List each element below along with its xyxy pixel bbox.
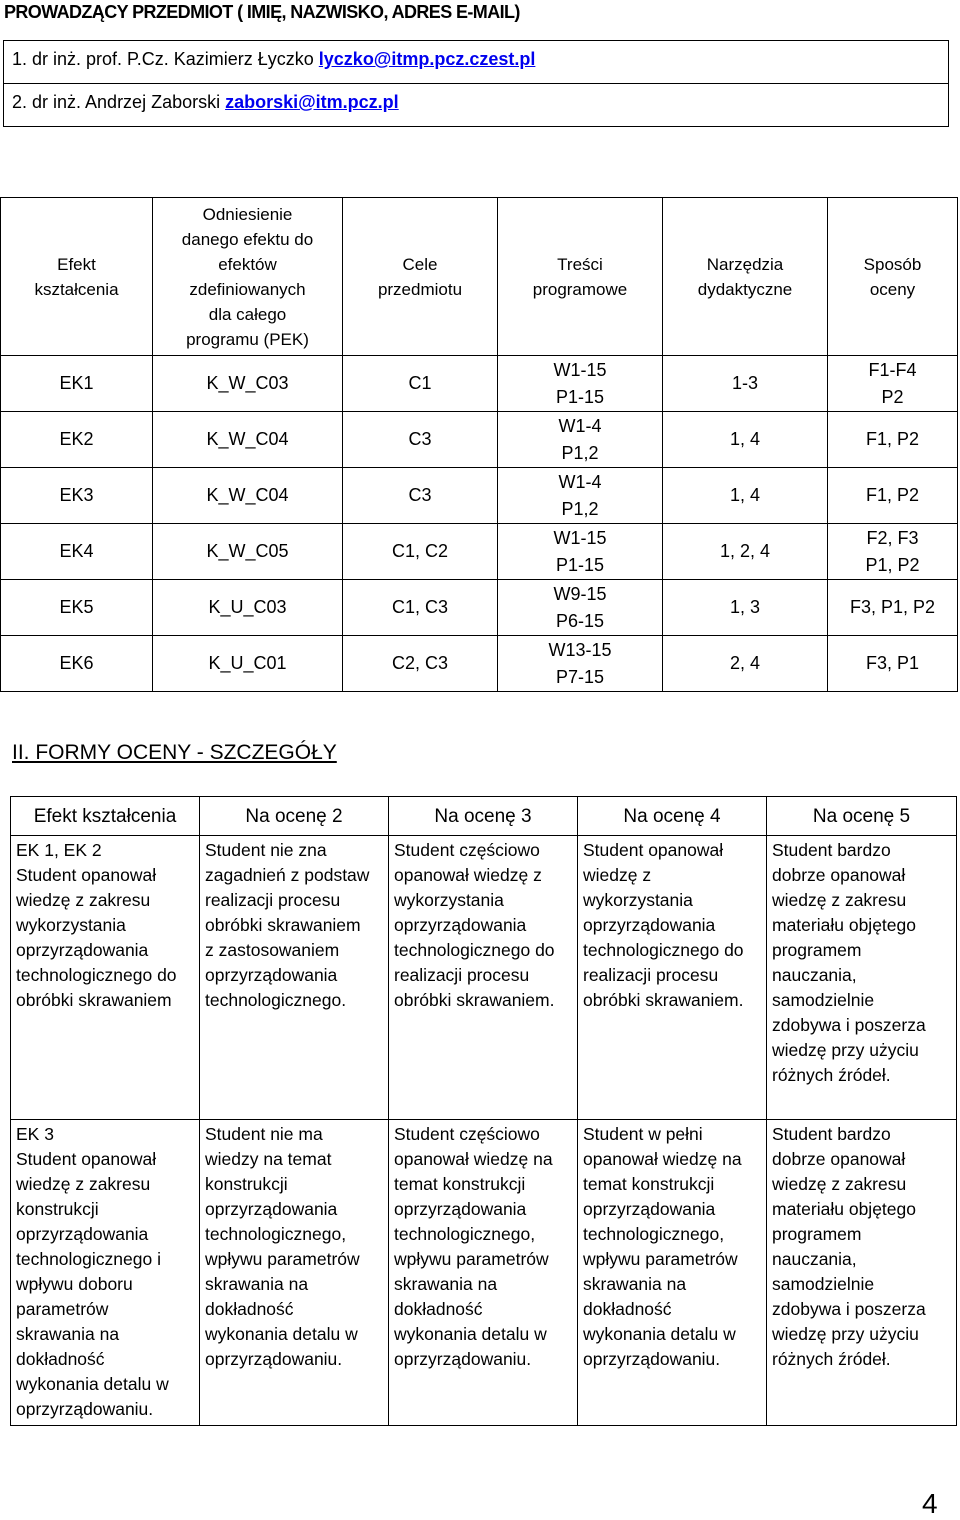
cell-cele: C1 bbox=[343, 356, 498, 412]
cell-pek: K_W_C04 bbox=[153, 468, 343, 524]
cell-cele: C1, C2 bbox=[343, 524, 498, 580]
instructor-row bbox=[4, 41, 948, 84]
cell-ek: EK 3 Student opanował wiedzę z zakresu konstrukcji oprzyrządowania technologicznego i wpływu doboru parametrów skrawania na dokładność wykonania detalu w oprzyrządowaniu. bbox=[11, 1120, 200, 1426]
cell-ek: EK1 bbox=[1, 356, 153, 412]
header-pek: Odniesienie danego efektu do efektów zdefiniowanych dla całego programu (PEK) bbox=[153, 198, 343, 356]
cell-tresci: W1-4 P1,2 bbox=[498, 412, 663, 468]
cell-o4: Student opanował wiedzę z wykorzystania oprzyrządowania technologicznego do realizacji procesu obróbki skrawaniem. bbox=[578, 836, 767, 1120]
header-tresci: Treści programowe bbox=[498, 198, 663, 356]
cell-narzedzia: 2, 4 bbox=[663, 636, 828, 692]
table-header-row bbox=[11, 797, 957, 836]
cell-tresci: W13-15 P7-15 bbox=[498, 636, 663, 692]
table-row bbox=[1, 412, 958, 468]
cell-pek: K_W_C03 bbox=[153, 356, 343, 412]
cell-o5: Student bardzo dobrze opanował wiedzę z zakresu materiału objętego programem nauczania, samodzielnie zdobywa i poszerza wiedzę przy użyciu różnych źródeł. bbox=[767, 836, 957, 1120]
page-title: PROWADZĄCY PRZEDMIOT ( IMIĘ, NAZWISKO, ADRES E-MAIL) bbox=[4, 2, 520, 22]
cell-sposob: F1, P2 bbox=[828, 412, 958, 468]
effects-table bbox=[0, 197, 958, 692]
cell-cele: C2, C3 bbox=[343, 636, 498, 692]
cell-ek: EK4 bbox=[1, 524, 153, 580]
instructor-name: 1. dr inż. prof. P.Cz. Kazimierz Łyczko bbox=[12, 49, 319, 69]
table-row bbox=[1, 580, 958, 636]
cell-sposob: F2, F3 P1, P2 bbox=[828, 524, 958, 580]
cell-ek: EK2 bbox=[1, 412, 153, 468]
instructor-name: 2. dr inż. Andrzej Zaborski bbox=[12, 92, 226, 112]
cell-pek: K_W_C04 bbox=[153, 412, 343, 468]
instructor-row bbox=[4, 84, 948, 126]
cell-sposob: F1, P2 bbox=[828, 468, 958, 524]
cell-tresci: W1-15 P1-15 bbox=[498, 356, 663, 412]
cell-sposob: F3, P1 bbox=[828, 636, 958, 692]
cell-ek: EK6 bbox=[1, 636, 153, 692]
page-number: 4 bbox=[922, 1488, 938, 1519]
cell-narzedzia: 1-3 bbox=[663, 356, 828, 412]
cell-narzedzia: 1, 4 bbox=[663, 468, 828, 524]
cell-o4: Student w pełni opanował wiedzę na temat konstrukcji oprzyrządowania technologicznego, wpływu parametrów skrawania na dokładność wykonania detalu w oprzyrządowaniu. bbox=[578, 1120, 767, 1426]
instructor-email-link[interactable]: zaborski@itm.pcz.pl bbox=[225, 92, 399, 112]
cell-tresci: W9-15 P6-15 bbox=[498, 580, 663, 636]
header-sposob: Sposób oceny bbox=[828, 198, 958, 356]
grading-table bbox=[10, 796, 957, 1426]
cell-cele: C1, C3 bbox=[343, 580, 498, 636]
cell-o2: Student nie zna zagadnień z podstaw realizacji procesu obróbki skrawaniem z zastosowaniem oprzyrządowania technologicznego. bbox=[200, 836, 389, 1120]
instructor-email-link[interactable]: lyczko@itmp.pcz.czest.pl bbox=[318, 49, 536, 69]
header-ocena-3: Na ocenę 3 bbox=[389, 797, 578, 836]
cell-cele: C3 bbox=[343, 412, 498, 468]
cell-ek: EK5 bbox=[1, 580, 153, 636]
table-row bbox=[1, 356, 958, 412]
header-efekt: Efekt kształcenia bbox=[1, 198, 153, 356]
cell-pek: K_W_C05 bbox=[153, 524, 343, 580]
cell-tresci: W1-4 P1,2 bbox=[498, 468, 663, 524]
cell-o3: Student częściowo opanował wiedzę z wykorzystania oprzyrządowania technologicznego do realizacji procesu obróbki skrawaniem. bbox=[389, 836, 578, 1120]
cell-o3: Student częściowo opanował wiedzę na temat konstrukcji oprzyrządowania technologicznego, wpływu parametrów skrawania na dokładność wykonania detalu w oprzyrządowaniu. bbox=[389, 1120, 578, 1426]
cell-ek: EK 1, EK 2 Student opanował wiedzę z zakresu wykorzystania oprzyrządowania technologicznego do obróbki skrawaniem bbox=[11, 836, 200, 1120]
cell-sposob: F3, P1, P2 bbox=[828, 580, 958, 636]
cell-narzedzia: 1, 3 bbox=[663, 580, 828, 636]
instructor-text bbox=[12, 49, 535, 70]
table-header-row bbox=[1, 198, 958, 356]
cell-o2: Student nie ma wiedzy na temat konstrukcji oprzyrządowania technologicznego, wpływu parametrów skrawania na dokładność wykonania detalu w oprzyrządowaniu. bbox=[200, 1120, 389, 1426]
header-narzedzia: Narzędzia dydaktyczne bbox=[663, 198, 828, 356]
table-row bbox=[11, 836, 957, 1120]
cell-o5: Student bardzo dobrze opanował wiedzę z zakresu materiału objętego programem nauczania, samodzielnie zdobywa i poszerza wiedzę przy użyciu różnych źródeł. bbox=[767, 1120, 957, 1426]
cell-tresci: W1-15 P1-15 bbox=[498, 524, 663, 580]
header-efekt-ksztalcenia: Efekt kształcenia bbox=[11, 797, 200, 836]
section-heading: II. FORMY OCENY - SZCZEGÓŁY bbox=[12, 741, 337, 764]
table-row bbox=[11, 1120, 957, 1426]
cell-sposob: F1-F4 P2 bbox=[828, 356, 958, 412]
cell-ek: EK3 bbox=[1, 468, 153, 524]
header-ocena-2: Na ocenę 2 bbox=[200, 797, 389, 836]
cell-pek: K_U_C03 bbox=[153, 580, 343, 636]
cell-pek: K_U_C01 bbox=[153, 636, 343, 692]
table-row bbox=[1, 636, 958, 692]
table-row bbox=[1, 468, 958, 524]
table-row bbox=[1, 524, 958, 580]
header-ocena-5: Na ocenę 5 bbox=[767, 797, 957, 836]
instructors-box bbox=[3, 40, 949, 127]
cell-cele: C3 bbox=[343, 468, 498, 524]
cell-narzedzia: 1, 2, 4 bbox=[663, 524, 828, 580]
header-ocena-4: Na ocenę 4 bbox=[578, 797, 767, 836]
instructor-text bbox=[12, 92, 399, 113]
header-cele: Cele przedmiotu bbox=[343, 198, 498, 356]
cell-narzedzia: 1, 4 bbox=[663, 412, 828, 468]
